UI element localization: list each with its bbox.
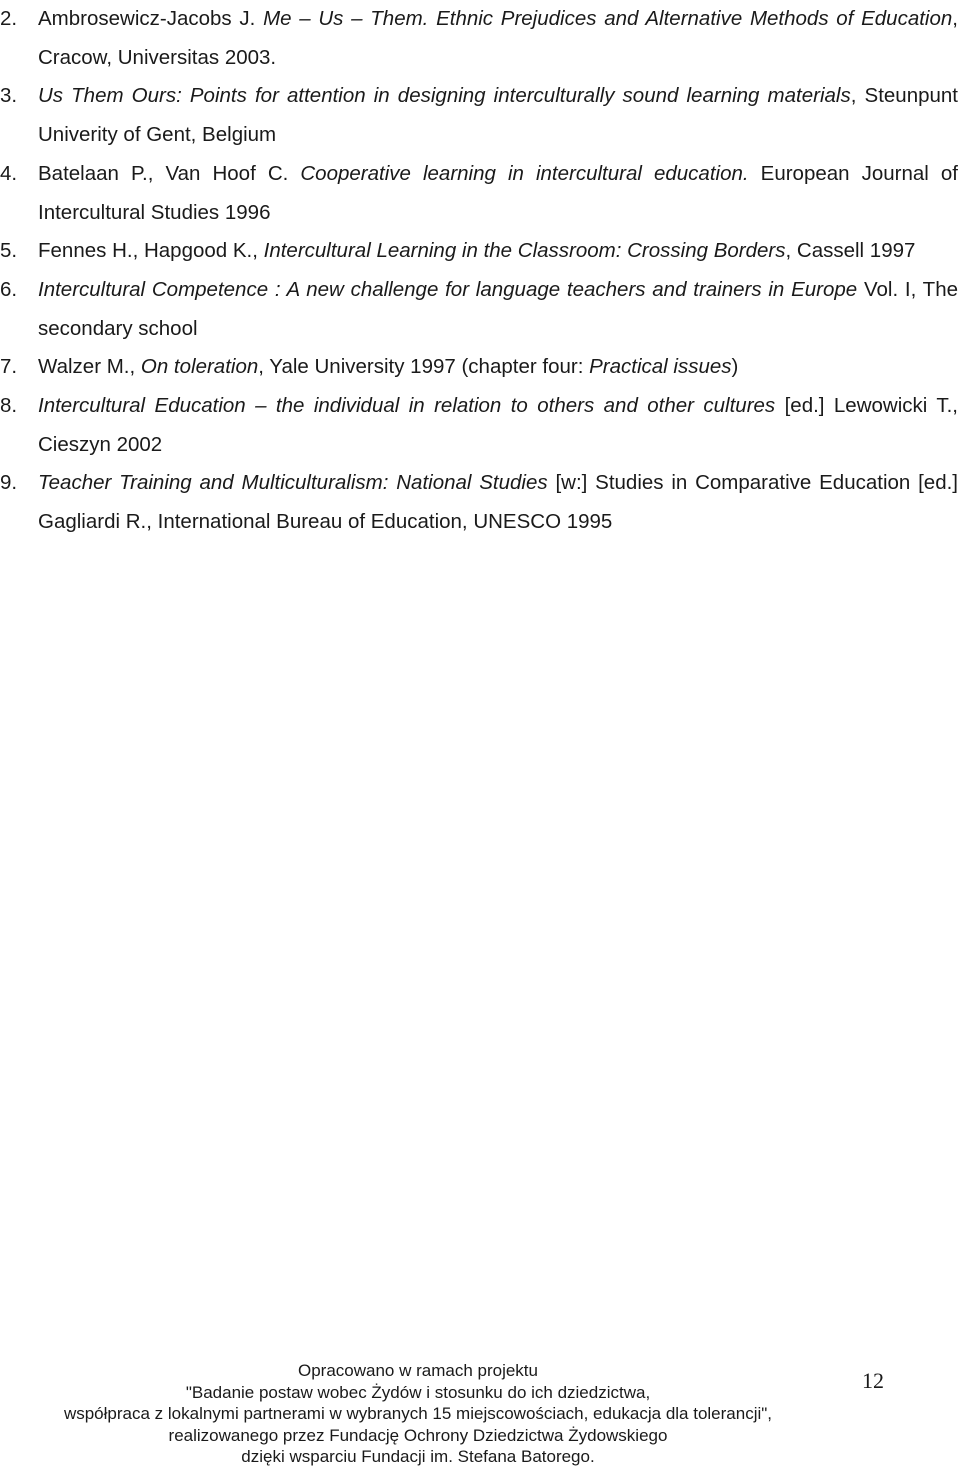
reference-text-segment: Fennes H., Hapgood K., <box>38 239 264 263</box>
footer-line: "Badanie postaw wobec Żydów i stosunku do ich dziedzictwa, <box>185 1382 651 1402</box>
reference-text-segment: , Steunpunt Univerity of Gent, Belgium <box>38 84 958 147</box>
reference-item <box>0 464 960 541</box>
reference-title-italic: Practical issues <box>589 355 732 379</box>
reference-list <box>0 0 960 542</box>
reference-item <box>0 232 960 271</box>
reference-text <box>38 162 958 224</box>
reference-title-italic: Intercultural Learning in the Classroom: Crossing Borders <box>263 239 786 263</box>
reference-text-segment: , Yale University 1997 (chapter four: <box>258 355 590 379</box>
footer-line: realizowanego przez Fundację Ochrony Dziedzictwa Żydowskiego <box>168 1425 668 1445</box>
reference-text <box>38 84 958 146</box>
reference-text-segment: [w:] Studies in Comparative Education [ed.] Gagliardi R., International Bureau of Education, UNESCO 1995 <box>38 471 958 534</box>
reference-number: 3. <box>0 84 18 108</box>
reference-title-italic: Us Them Ours: Points for attention in designing interculturally sound learning materials <box>38 84 851 108</box>
reference-text <box>38 239 915 262</box>
reference-item <box>0 155 960 232</box>
reference-title-italic: Teacher Training and Multiculturalism: National Studies <box>38 471 548 495</box>
reference-text <box>38 278 958 340</box>
reference-text-segment: European Journal of Intercultural Studies 1996 <box>38 161 958 224</box>
reference-text-segment: [ed.] Lewowicki T., Cieszyn 2002 <box>38 394 959 456</box>
reference-title-italic: Me – Us – Them. Ethnic Prejudices and Alternative Methods of Education <box>263 7 953 30</box>
reference-text <box>38 355 738 378</box>
reference-item <box>0 77 960 154</box>
reference-text <box>38 394 958 456</box>
reference-item <box>0 348 960 387</box>
reference-title-italic: On toleration <box>140 355 259 379</box>
reference-title-italic: Intercultural Competence : A new challenge for language teachers and trainers in Europe <box>38 277 858 301</box>
footer-line: Opracowano w ramach projektu <box>297 1361 538 1380</box>
reference-number: 9. <box>0 471 18 495</box>
reference-number: 7. <box>0 355 18 379</box>
reference-text-segment: , Cassell 1997 <box>785 239 916 263</box>
reference-text-segment: Vol. I, The secondary school <box>38 277 958 340</box>
reference-text-segment: Ambrosewicz-Jacobs J. <box>38 7 264 30</box>
reference-text <box>38 7 958 69</box>
reference-item <box>0 387 960 464</box>
reference-title-italic: Cooperative learning in intercultural education. <box>300 161 749 185</box>
reference-item <box>0 271 960 348</box>
footer-line: dzięki wsparciu Fundacji im. Stefana Batorego. <box>241 1447 595 1467</box>
reference-number: 2. <box>0 7 18 30</box>
footer-project-note <box>0 1360 836 1468</box>
reference-number: 4. <box>0 161 18 185</box>
reference-text <box>38 471 958 533</box>
reference-text-segment: , Cracow, Universitas 2003. <box>38 7 958 69</box>
reference-number: 5. <box>0 239 18 263</box>
footer-line: współpraca z lokalnymi partnerami w wybranych 15 miejscowościach, edukacja dla tolerancji", <box>63 1404 773 1424</box>
reference-number: 8. <box>0 394 18 418</box>
page-number: 12 <box>862 1368 884 1393</box>
reference-item <box>0 0 960 77</box>
reference-text-segment: Walzer M., <box>38 355 141 379</box>
reference-text-segment: ) <box>731 355 739 379</box>
reference-title-italic: Intercultural Education – the individual in relation to others and other cultures <box>38 394 776 418</box>
reference-number: 6. <box>0 277 18 301</box>
reference-text-segment: Batelaan P., Van Hoof C. <box>38 161 301 185</box>
page-footer <box>0 1360 960 1469</box>
